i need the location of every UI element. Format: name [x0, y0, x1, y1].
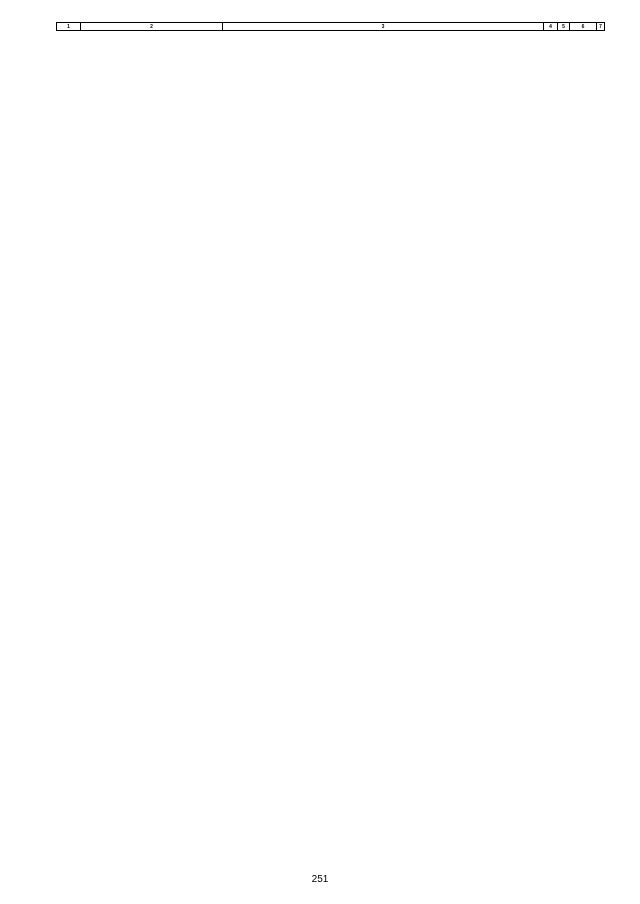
column-header: 4	[544, 23, 558, 31]
table-header-row	[57, 23, 605, 31]
column-header: 7	[597, 23, 605, 31]
work-register-table	[56, 22, 605, 31]
column-header: 6	[570, 23, 597, 31]
document-table-container	[56, 22, 604, 31]
column-header: 3	[223, 23, 544, 31]
column-header: 5	[558, 23, 570, 31]
page-number: 251	[311, 874, 329, 885]
column-header: 1	[57, 23, 81, 31]
column-header: 2	[81, 23, 223, 31]
